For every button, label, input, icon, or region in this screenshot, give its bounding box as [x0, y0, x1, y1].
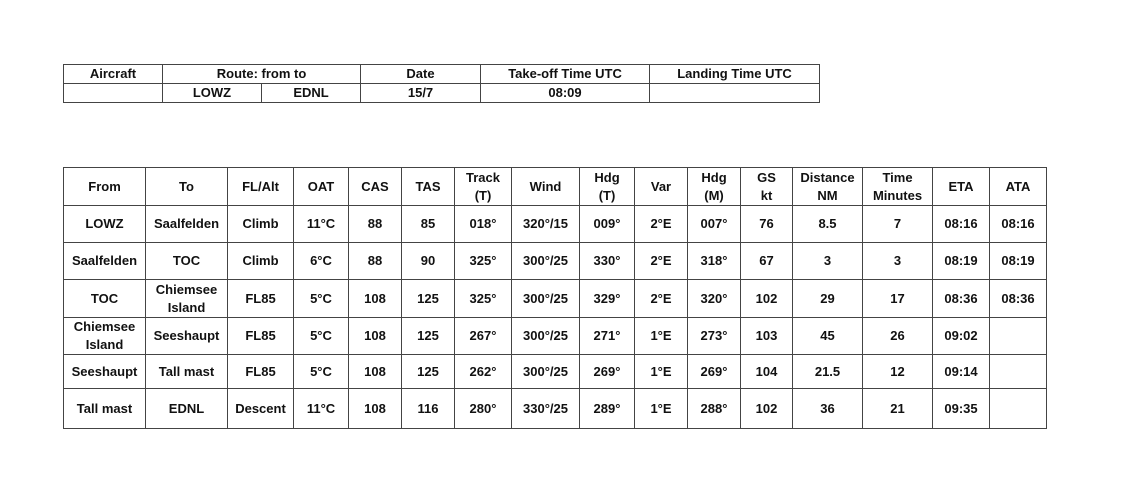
cell-time: 21	[863, 389, 933, 429]
cell-from: Chiemsee Island	[64, 318, 146, 355]
log-header-row	[64, 168, 1047, 206]
cell-oat: 11°C	[294, 389, 349, 429]
flight-info-value-row	[64, 84, 820, 103]
cell-eta: 09:02	[933, 318, 990, 355]
cell-to: Chiemsee Island	[146, 280, 228, 318]
cell-oat: 11°C	[294, 206, 349, 243]
cell-eta: 08:19	[933, 243, 990, 280]
cell-ata	[990, 389, 1047, 429]
cell-oat: 5°C	[294, 355, 349, 389]
cell-hdg-mag: 273°	[688, 318, 741, 355]
cell-cas: 108	[349, 389, 402, 429]
landing-time-value	[650, 84, 820, 103]
cell-hdg-mag: 007°	[688, 206, 741, 243]
cell-ata: 08:16	[990, 206, 1047, 243]
cell-distance: 3	[793, 243, 863, 280]
cell-hdg-mag: 288°	[688, 389, 741, 429]
cell-time: 7	[863, 206, 933, 243]
cell-gs: 102	[741, 389, 793, 429]
cell-hdg-true: 271°	[580, 318, 635, 355]
landing-time-header: Landing Time UTC	[650, 65, 820, 84]
cell-track: 280°	[455, 389, 512, 429]
cell-cas: 108	[349, 355, 402, 389]
flight-info-header-row	[64, 65, 820, 84]
navigation-log-table	[63, 167, 1047, 429]
header-time: Time Minutes	[863, 168, 933, 206]
header-hdg-mag: Hdg (M)	[688, 168, 741, 206]
cell-hdg-true: 269°	[580, 355, 635, 389]
cell-hdg-true: 009°	[580, 206, 635, 243]
cell-to: Tall mast	[146, 355, 228, 389]
cell-to: TOC	[146, 243, 228, 280]
cell-to: Seeshaupt	[146, 318, 228, 355]
cell-var: 1°E	[635, 355, 688, 389]
cell-fl-alt: FL85	[228, 318, 294, 355]
cell-wind: 320°/15	[512, 206, 580, 243]
cell-eta: 09:14	[933, 355, 990, 389]
takeoff-time-value: 08:09	[481, 84, 650, 103]
cell-gs: 102	[741, 280, 793, 318]
cell-fl-alt: FL85	[228, 280, 294, 318]
cell-oat: 5°C	[294, 318, 349, 355]
header-gs: GS kt	[741, 168, 793, 206]
cell-eta: 08:36	[933, 280, 990, 318]
cell-track: 325°	[455, 243, 512, 280]
cell-from: LOWZ	[64, 206, 146, 243]
header-ata: ATA	[990, 168, 1047, 206]
cell-track: 325°	[455, 280, 512, 318]
cell-var: 2°E	[635, 280, 688, 318]
cell-track: 267°	[455, 318, 512, 355]
table-row	[64, 243, 1047, 280]
header-var: Var	[635, 168, 688, 206]
cell-distance: 8.5	[793, 206, 863, 243]
cell-track: 262°	[455, 355, 512, 389]
header-track: Track (T)	[455, 168, 512, 206]
cell-fl-alt: Descent	[228, 389, 294, 429]
cell-track: 018°	[455, 206, 512, 243]
cell-from: Saalfelden	[64, 243, 146, 280]
cell-to: Saalfelden	[146, 206, 228, 243]
header-oat: OAT	[294, 168, 349, 206]
cell-wind: 300°/25	[512, 280, 580, 318]
header-cas: CAS	[349, 168, 402, 206]
cell-time: 17	[863, 280, 933, 318]
aircraft-value	[64, 84, 163, 103]
cell-tas: 125	[402, 318, 455, 355]
cell-tas: 116	[402, 389, 455, 429]
cell-wind: 300°/25	[512, 355, 580, 389]
cell-var: 1°E	[635, 389, 688, 429]
cell-time: 12	[863, 355, 933, 389]
table-row	[64, 318, 1047, 355]
cell-var: 1°E	[635, 318, 688, 355]
cell-hdg-mag: 269°	[688, 355, 741, 389]
cell-hdg-mag: 318°	[688, 243, 741, 280]
header-to: To	[146, 168, 228, 206]
date-header: Date	[361, 65, 481, 84]
cell-ata: 08:36	[990, 280, 1047, 318]
cell-cas: 88	[349, 243, 402, 280]
cell-wind: 300°/25	[512, 318, 580, 355]
cell-var: 2°E	[635, 243, 688, 280]
cell-tas: 125	[402, 280, 455, 318]
header-wind: Wind	[512, 168, 580, 206]
route-header: Route: from to	[163, 65, 361, 84]
cell-from: Seeshaupt	[64, 355, 146, 389]
aircraft-header: Aircraft	[64, 65, 163, 84]
cell-cas: 88	[349, 206, 402, 243]
cell-hdg-true: 329°	[580, 280, 635, 318]
cell-from: TOC	[64, 280, 146, 318]
header-eta: ETA	[933, 168, 990, 206]
cell-distance: 36	[793, 389, 863, 429]
cell-hdg-true: 330°	[580, 243, 635, 280]
cell-hdg-true: 289°	[580, 389, 635, 429]
cell-var: 2°E	[635, 206, 688, 243]
cell-ata: 08:19	[990, 243, 1047, 280]
cell-wind: 330°/25	[512, 389, 580, 429]
date-value: 15/7	[361, 84, 481, 103]
takeoff-time-header: Take-off Time UTC	[481, 65, 650, 84]
cell-eta: 09:35	[933, 389, 990, 429]
cell-hdg-mag: 320°	[688, 280, 741, 318]
cell-distance: 45	[793, 318, 863, 355]
cell-oat: 5°C	[294, 280, 349, 318]
cell-gs: 76	[741, 206, 793, 243]
header-hdg-true: Hdg (T)	[580, 168, 635, 206]
route-to-value: EDNL	[262, 84, 361, 103]
cell-ata	[990, 355, 1047, 389]
cell-distance: 21.5	[793, 355, 863, 389]
route-from-value: LOWZ	[163, 84, 262, 103]
cell-wind: 300°/25	[512, 243, 580, 280]
cell-ata	[990, 318, 1047, 355]
cell-fl-alt: FL85	[228, 355, 294, 389]
cell-gs: 103	[741, 318, 793, 355]
flight-info-table	[63, 64, 820, 103]
header-fl-alt: FL/Alt	[228, 168, 294, 206]
cell-time: 3	[863, 243, 933, 280]
cell-eta: 08:16	[933, 206, 990, 243]
cell-gs: 67	[741, 243, 793, 280]
cell-to: EDNL	[146, 389, 228, 429]
table-row	[64, 355, 1047, 389]
cell-gs: 104	[741, 355, 793, 389]
header-distance: Distance NM	[793, 168, 863, 206]
cell-fl-alt: Climb	[228, 243, 294, 280]
table-row	[64, 389, 1047, 429]
cell-cas: 108	[349, 280, 402, 318]
header-tas: TAS	[402, 168, 455, 206]
cell-time: 26	[863, 318, 933, 355]
header-from: From	[64, 168, 146, 206]
cell-distance: 29	[793, 280, 863, 318]
cell-oat: 6°C	[294, 243, 349, 280]
cell-from: Tall mast	[64, 389, 146, 429]
cell-tas: 85	[402, 206, 455, 243]
cell-tas: 90	[402, 243, 455, 280]
cell-tas: 125	[402, 355, 455, 389]
cell-fl-alt: Climb	[228, 206, 294, 243]
table-row	[64, 280, 1047, 318]
cell-cas: 108	[349, 318, 402, 355]
table-row	[64, 206, 1047, 243]
